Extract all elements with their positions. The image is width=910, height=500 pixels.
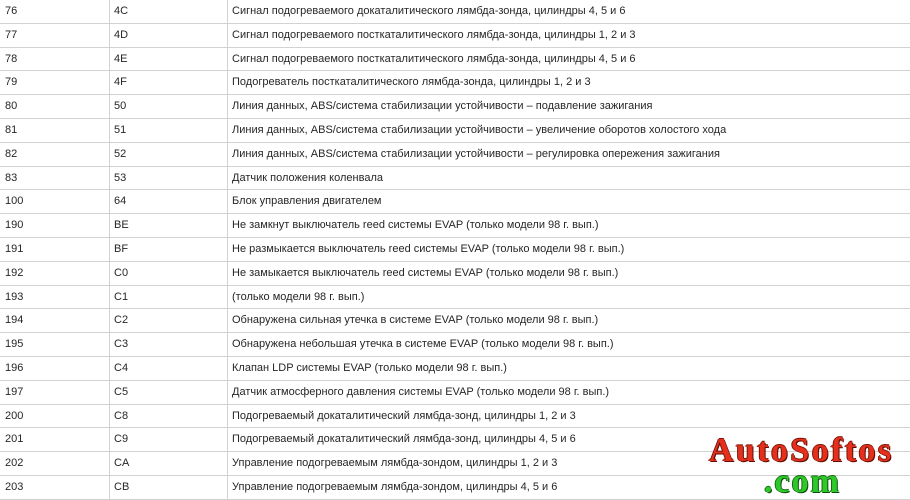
decimal-code-cell: 201 xyxy=(0,428,110,451)
hex-code-cell: 50 xyxy=(110,95,228,118)
table-row xyxy=(0,24,910,48)
description-cell: Управление подогреваемым лямбда-зондом, цилиндры 1, 2 и 3 xyxy=(232,457,558,470)
decimal-code-cell: 190 xyxy=(0,214,110,237)
decimal-code-cell: 79 xyxy=(0,71,110,94)
hex-code-cell: BF xyxy=(110,238,228,261)
hex-code-cell: 52 xyxy=(110,143,228,166)
hex-code-cell: C2 xyxy=(110,309,228,332)
table-row xyxy=(0,262,910,286)
decimal-code-cell: 78 xyxy=(0,48,110,71)
description-cell: Обнаружена небольшая утечка в системе EVAP (только модели 98 г. вып.) xyxy=(232,338,614,351)
table-row xyxy=(0,333,910,357)
hex-code-cell: C9 xyxy=(110,428,228,451)
hex-code-cell: C1 xyxy=(110,286,228,309)
decimal-code-cell: 200 xyxy=(0,405,110,428)
decimal-code-cell: 202 xyxy=(0,452,110,475)
table-row xyxy=(0,286,910,310)
table-row xyxy=(0,167,910,191)
table-row xyxy=(0,381,910,405)
decimal-code-cell: 203 xyxy=(0,476,110,499)
description-cell: Подогреваемый докаталитический лямбда-зонд, цилиндры 4, 5 и 6 xyxy=(232,433,576,446)
description-cell: Управление подогреваемым лямбда-зондом, цилиндры 4, 5 и 6 xyxy=(232,480,558,493)
decimal-code-cell: 196 xyxy=(0,357,110,380)
description-cell: Датчик атмосферного давления системы EVAP (только модели 98 г. вып.) xyxy=(232,385,610,398)
description-cell: Клапан LDP системы EVAP (только модели 98 г. вып.) xyxy=(232,361,507,374)
hex-code-cell: 4F xyxy=(110,71,228,94)
hex-code-cell: 4C xyxy=(110,0,228,23)
decimal-code-cell: 191 xyxy=(0,238,110,261)
hex-code-cell: 51 xyxy=(110,119,228,142)
table-row xyxy=(0,357,910,381)
hex-code-cell: C8 xyxy=(110,405,228,428)
description-cell: Подогреватель посткаталитического лямбда-зонда, цилиндры 1, 2 и 3 xyxy=(232,76,591,89)
description-cell: (только модели 98 г. вып.) xyxy=(232,290,365,303)
table-row xyxy=(0,71,910,95)
table-row xyxy=(0,238,910,262)
decimal-code-cell: 83 xyxy=(0,167,110,190)
decimal-code-cell: 100 xyxy=(0,190,110,213)
description-cell: Обнаружена сильная утечка в системе EVAP (только модели 98 г. вып.) xyxy=(232,314,599,327)
description-cell: Не замыкается выключатель reed системы EVAP (только модели 98 г. вып.) xyxy=(232,266,619,279)
decimal-code-cell: 81 xyxy=(0,119,110,142)
description-cell: Сигнал подогреваемого посткаталитического лямбда-зонда, цилиндры 4, 5 и 6 xyxy=(232,52,636,65)
description-cell: Сигнал подогреваемого посткаталитического лямбда-зонда, цилиндры 1, 2 и 3 xyxy=(232,28,636,41)
decimal-code-cell: 193 xyxy=(0,286,110,309)
hex-code-cell: C5 xyxy=(110,381,228,404)
decimal-code-cell: 195 xyxy=(0,333,110,356)
table-row xyxy=(0,190,910,214)
hex-code-cell: BE xyxy=(110,214,228,237)
description-cell: Не замкнут выключатель reed системы EVAP (только модели 98 г. вып.) xyxy=(232,219,599,232)
description-cell: Датчик положения коленвала xyxy=(232,171,383,184)
decimal-code-cell: 197 xyxy=(0,381,110,404)
decimal-code-cell: 77 xyxy=(0,24,110,47)
hex-code-cell: 64 xyxy=(110,190,228,213)
decimal-code-cell: 80 xyxy=(0,95,110,118)
description-cell: Сигнал подогреваемого докаталитического лямбда-зонда, цилиндры 4, 5 и 6 xyxy=(232,5,626,17)
decimal-code-cell: 192 xyxy=(0,262,110,285)
hex-code-cell: 4D xyxy=(110,24,228,47)
description-cell: Подогреваемый докаталитический лямбда-зонд, цилиндры 1, 2 и 3 xyxy=(232,409,576,422)
hex-code-cell: CB xyxy=(110,476,228,499)
table-row xyxy=(0,309,910,333)
description-cell: Блок управления двигателем xyxy=(232,195,382,208)
table-row xyxy=(0,48,910,72)
table-row xyxy=(0,0,910,24)
hex-code-cell: C4 xyxy=(110,357,228,380)
table-row xyxy=(0,214,910,238)
hex-code-cell: C0 xyxy=(110,262,228,285)
table-row xyxy=(0,95,910,119)
description-cell: Не размыкается выключатель reed системы EVAP (только модели 98 г. вып.) xyxy=(232,242,625,255)
hex-code-cell: 4E xyxy=(110,48,228,71)
watermark-brand: AutoSoftos xyxy=(709,432,894,469)
decimal-code-cell: 194 xyxy=(0,309,110,332)
description-cell: Линия данных, ABS/система стабилизации устойчивости – увеличение оборотов холостого хода xyxy=(232,123,727,136)
watermark-domain: .com xyxy=(764,463,841,500)
table-row xyxy=(0,119,910,143)
table-row xyxy=(0,405,910,429)
hex-code-cell: C3 xyxy=(110,333,228,356)
hex-code-cell: CA xyxy=(110,452,228,475)
hex-code-cell: 53 xyxy=(110,167,228,190)
decimal-code-cell: 82 xyxy=(0,143,110,166)
description-cell: Линия данных, ABS/система стабилизации устойчивости – подавление зажигания xyxy=(232,100,653,113)
decimal-code-cell: 76 xyxy=(0,0,110,23)
description-cell: Линия данных, ABS/система стабилизации устойчивости – регулировка опережения зажигания xyxy=(232,147,720,160)
table-row xyxy=(0,143,910,167)
